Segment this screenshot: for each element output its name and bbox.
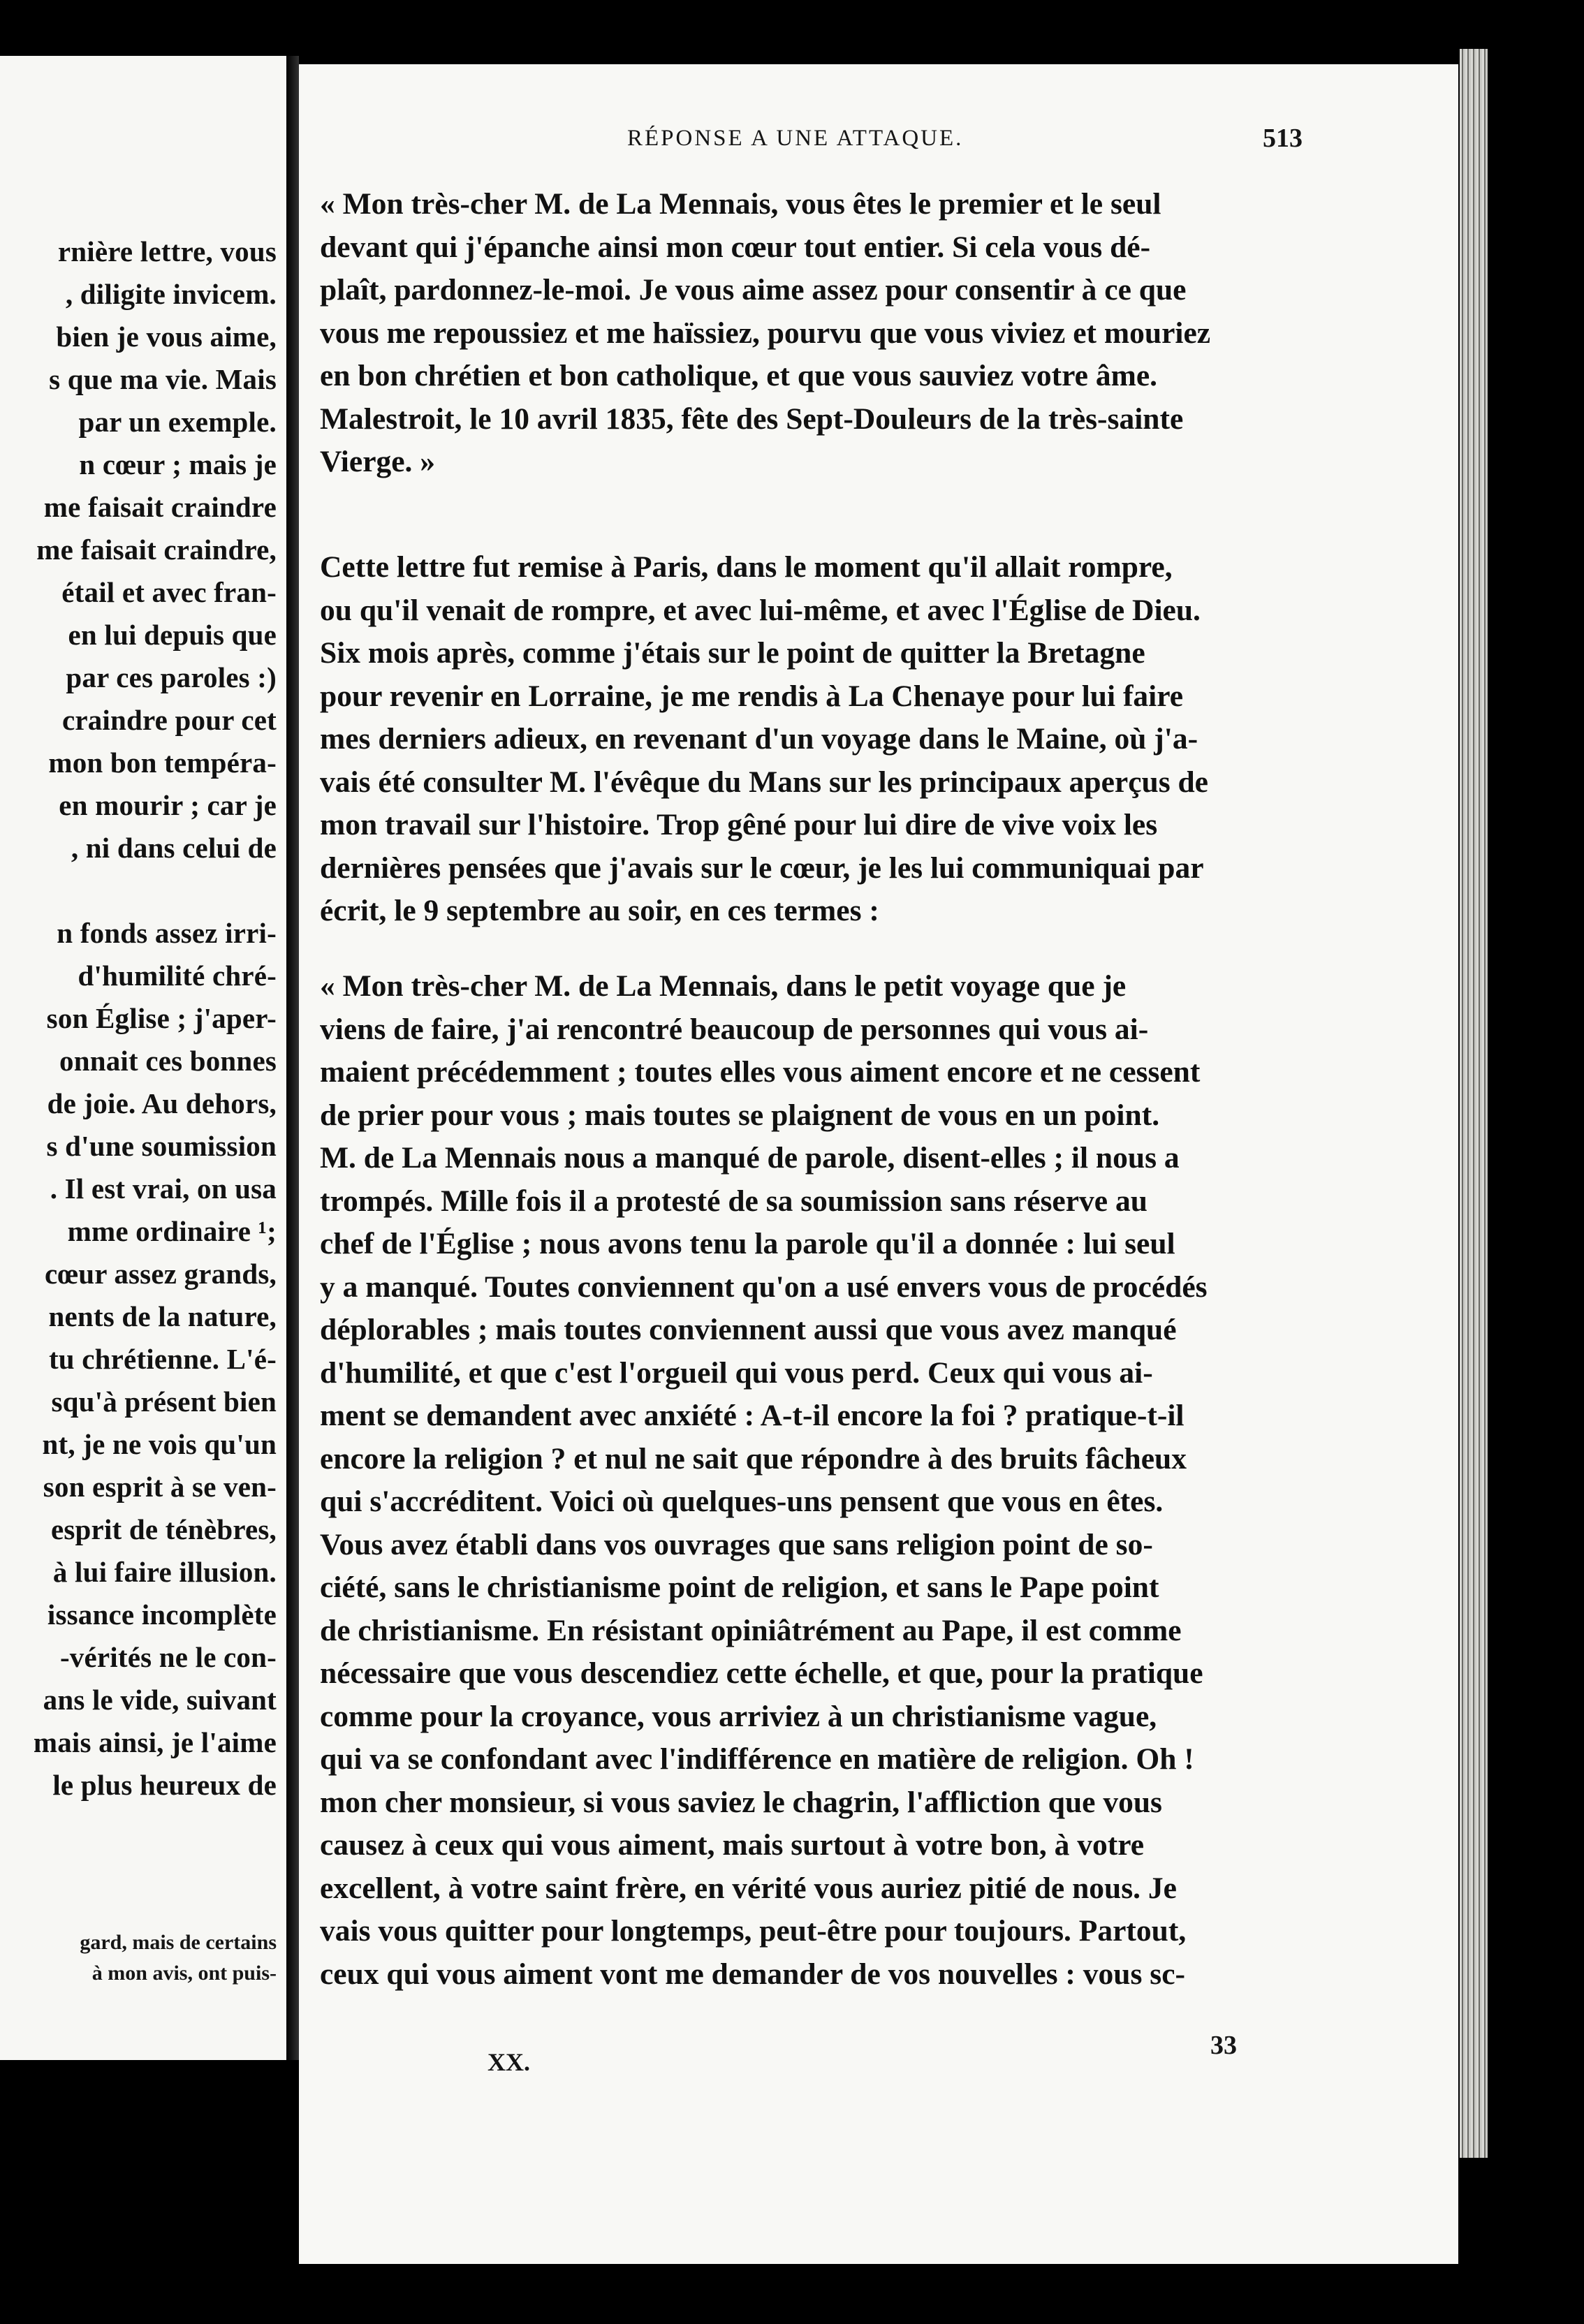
signature-mark: XX.: [487, 2048, 530, 2076]
left-page-line: ans le vide, suivant: [43, 1684, 277, 1716]
text-line: y a manqué. Toutes conviennent qu'on a usé envers vous de procédés: [320, 1270, 1208, 1304]
text-line: ou qu'il venait de rompre, et avec lui-même, et avec l'Église de Dieu.: [320, 593, 1201, 627]
text-line: « Mon très-cher M. de La Mennais, dans le petit voyage que je: [320, 969, 1127, 1003]
text-line: mon cher monsieur, si vous saviez le chagrin, l'affliction que vous: [320, 1785, 1162, 1819]
text-line: viens de faire, j'ai rencontré beaucoup de personnes qui vous ai-: [320, 1012, 1149, 1046]
text-line: qui s'accréditent. Voici où quelques-uns pensent que vous en êtes.: [320, 1485, 1164, 1518]
text-line: maient précédemment ; toutes elles vous aiment encore et ne cessent: [320, 1055, 1201, 1089]
paragraph-narrative: [320, 546, 1367, 933]
text-line: écrit, le 9 septembre au soir, en ces termes :: [320, 894, 879, 927]
left-page-line: me faisait craindre: [43, 491, 277, 523]
text-line: « Mon très-cher M. de La Mennais, vous êtes le premier et le seul: [320, 187, 1161, 221]
left-page-line: à lui faire illusion.: [52, 1556, 277, 1588]
text-line: plaît, pardonnez-le-moi. Je vous aime assez pour consentir à ce que: [320, 273, 1187, 307]
left-page-line: , diligite invicem.: [65, 278, 277, 310]
text-line: encore la religion ? et nul ne sait que répondre à des bruits fâcheux: [320, 1441, 1187, 1476]
left-page-footnote-line: à mon avis, ont puis-: [91, 1962, 277, 1985]
left-page-line: cœur assez grands,: [45, 1258, 277, 1290]
left-page-line: nents de la nature,: [48, 1300, 277, 1332]
text-line: comme pour la croyance, vous arriviez à un christianisme vague,: [320, 1699, 1157, 1733]
text-line: de christianisme. En résistant opiniâtrément au Pape, il est comme: [320, 1613, 1182, 1647]
left-page-line: mais ainsi, je l'aime: [33, 1726, 277, 1758]
left-page-line: craindre pour cet: [61, 704, 277, 736]
paragraph-second-letter: [320, 965, 1367, 1996]
text-line: qui va se confondant avec l'indifférence en matière de religion. Oh !: [320, 1742, 1194, 1776]
left-page-line: bien je vous aime,: [56, 321, 277, 353]
text-line: mon travail sur l'histoire. Trop gêné pour lui dire de vive voix les: [320, 808, 1158, 841]
text-line: devant qui j'épanche ainsi mon cœur tout entier. Si cela vous dé-: [320, 230, 1151, 264]
text-line: ment se demandent avec anxiété : A-t-il encore la foi ? pratique-t-il: [320, 1399, 1185, 1432]
text-line: chef de l'Église ; nous avons tenu la parole qu'il a donnée : lui seul: [320, 1227, 1175, 1260]
text-line: Vous avez établi dans vos ouvrages que sans religion point de so-: [320, 1527, 1153, 1561]
running-head-title: RÉPONSE A UNE ATTAQUE.: [627, 126, 964, 151]
left-page-line: squ'à présent bien: [51, 1385, 277, 1418]
left-page-line: [0, 869, 277, 912]
text-line: nécessaire que vous descendiez cette échelle, et que, pour la pratique: [320, 1656, 1203, 1690]
left-page-line: nt, je ne vois qu'un: [42, 1428, 277, 1460]
text-line: d'humilité, et que c'est l'orgueil qui vous perd. Ceux qui vous ai-: [320, 1355, 1153, 1390]
running-head: [299, 126, 1458, 168]
left-page-line: de joie. Au dehors,: [47, 1087, 277, 1119]
left-page-line: rnière lettre, vous: [57, 235, 277, 267]
text-line: M. de La Mennais nous a manqué de parole, disent-elles ; il nous a: [320, 1141, 1180, 1175]
left-page-line: mme ordinaire ¹;: [67, 1215, 277, 1247]
left-page-line: par ces paroles :): [66, 661, 277, 693]
left-page-line: esprit de ténèbres,: [50, 1513, 277, 1545]
page-edges: [1460, 49, 1488, 2158]
text-line: Vierge. »: [320, 445, 436, 478]
left-page: [0, 56, 288, 2060]
left-page-line: en mourir ; car je: [59, 789, 277, 821]
text-line: trompés. Mille fois il a protesté de sa soumission sans réserve au: [320, 1184, 1147, 1218]
text-line: pour revenir en Lorraine, je me rendis à La Chenaye pour lui faire: [320, 679, 1184, 713]
text-line: dernières pensées que j'avais sur le cœur, je les lui communiquai par: [320, 851, 1204, 885]
left-page-line: n fonds assez irri-: [57, 917, 277, 949]
left-page-line: étail et avec fran-: [61, 576, 277, 608]
left-page-line: s que ma vie. Mais: [49, 363, 277, 395]
book-gutter: [286, 56, 299, 2060]
text-line: Six mois après, comme j'étais sur le point de quitter la Bretagne: [320, 636, 1145, 670]
left-page-line: -vérités ne le con-: [59, 1641, 277, 1673]
left-page-line: s d'une soumission: [46, 1130, 277, 1162]
left-page-line: d'humilité chré-: [78, 959, 277, 992]
left-page-line: son Église ; j'aper-: [46, 1002, 277, 1034]
left-page-line: . Il est vrai, on usa: [50, 1172, 277, 1205]
text-line: vais vous quitter pour longtemps, peut-être pour toujours. Partout,: [320, 1914, 1187, 1948]
left-page-line: n cœur ; mais je: [79, 448, 277, 480]
text-line: vous me repoussiez et me haïssiez, pourvu que vous viviez et mouriez: [320, 316, 1211, 350]
text-line: de prier pour vous ; mais toutes se plaignent de vous en un point.: [320, 1098, 1160, 1132]
text-line: excellent, à votre saint frère, en vérité vous auriez pitié de nous. Je: [320, 1871, 1177, 1905]
left-page-line: onnait ces bonnes: [59, 1045, 277, 1077]
text-line: en bon chrétien et bon catholique, et que vous sauviez votre âme.: [320, 359, 1158, 392]
left-page-footnotes: [0, 1927, 277, 1989]
left-page-line: en lui depuis que: [68, 619, 277, 651]
paragraph-letter-end: [320, 183, 1367, 484]
left-page-line: son esprit à se ven-: [43, 1471, 277, 1503]
left-page-line: tu chrétienne. L'é-: [48, 1343, 277, 1375]
left-page-text: [0, 230, 277, 1807]
left-page-line: , ni dans celui de: [71, 832, 277, 864]
text-line: ciété, sans le christianisme point de religion, et sans le Pape point: [320, 1571, 1159, 1604]
text-line: déplorables ; mais toutes conviennent aussi que vous avez manqué: [320, 1313, 1177, 1346]
right-page: [299, 64, 1458, 2264]
sheet-number: 33: [1210, 2031, 1237, 2060]
left-page-line: me faisait craindre,: [36, 534, 277, 566]
left-page-footnote-line: gard, mais de certains: [80, 1931, 277, 1954]
text-line: causez à ceux qui vous aiment, mais surtout à votre bon, à votre: [320, 1828, 1145, 1862]
text-line: mes derniers adieux, en revenant d'un voyage dans le Maine, où j'a-: [320, 722, 1198, 756]
text-line: Malestroit, le 10 avril 1835, fête des Sept-Douleurs de la très-sainte: [320, 402, 1184, 436]
page-number: 513: [1263, 124, 1303, 153]
left-page-line: issance incomplète: [47, 1598, 277, 1631]
left-page-line: mon bon tempéra-: [48, 747, 277, 779]
text-line: ceux qui vous aiment vont me demander de vos nouvelles : vous sc-: [320, 1957, 1185, 1991]
text-line: vais été consulter M. l'évêque du Mans sur les principaux aperçus de: [320, 765, 1208, 799]
left-page-line: par un exemple.: [78, 406, 277, 438]
left-page-line: le plus heureux de: [52, 1769, 277, 1801]
text-line: Cette lettre fut remise à Paris, dans le moment qu'il allait rompre,: [320, 550, 1173, 584]
